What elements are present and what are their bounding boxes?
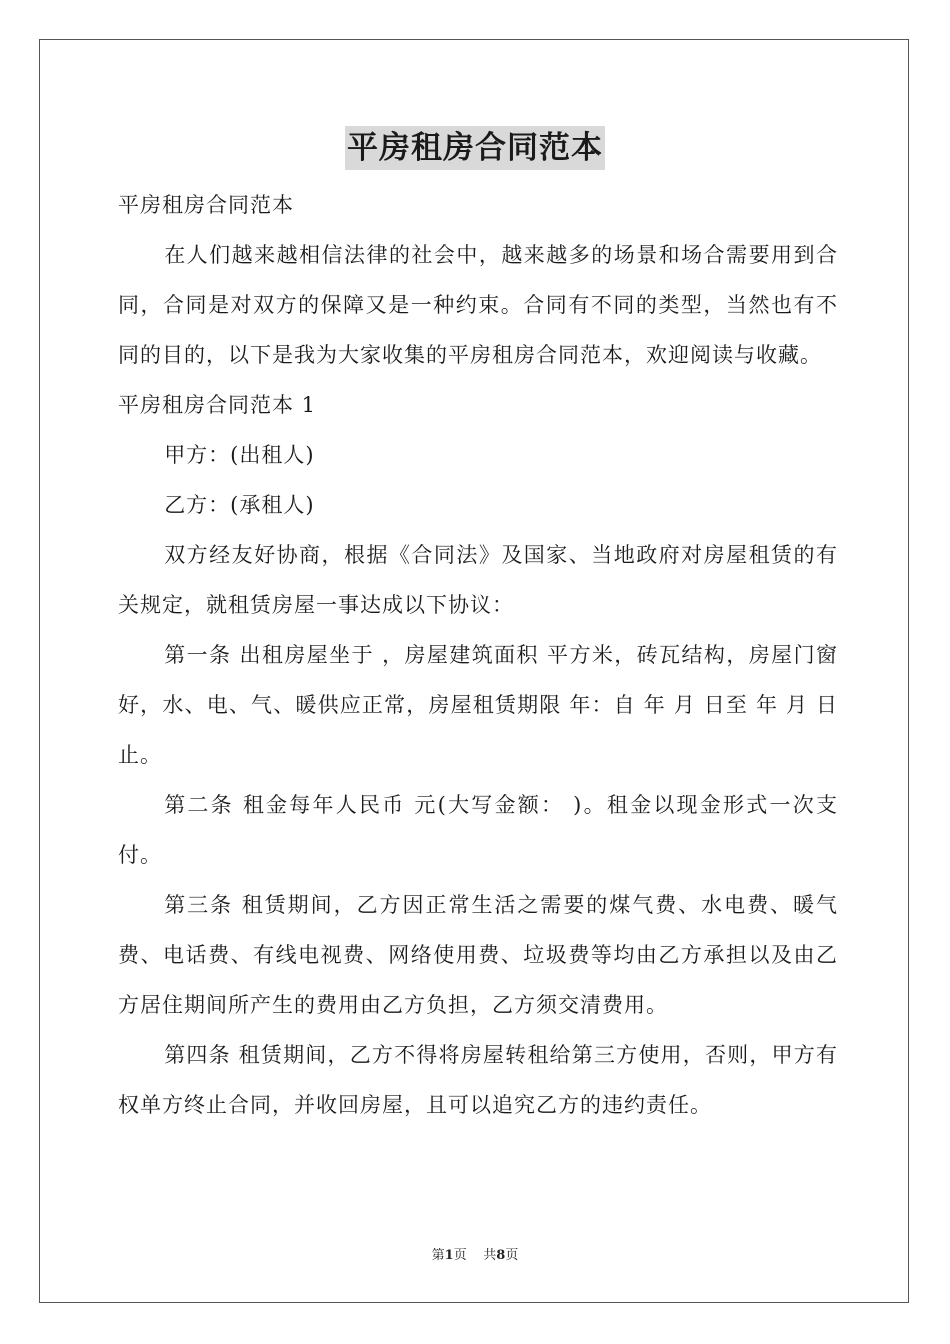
document-title-block bbox=[0, 126, 950, 170]
total-pages-number: 8 bbox=[496, 1248, 506, 1263]
total-prefix: 共 bbox=[483, 1248, 497, 1263]
page-suffix: 页 bbox=[453, 1248, 467, 1263]
document-title: 平房租房合同范本 bbox=[345, 126, 605, 170]
agreement-intro-paragraph: 双方经友好协商，根据《合同法》及国家、当地政府对房屋租赁的有关规定，就租赁房屋一事达成以下协议： bbox=[118, 543, 838, 617]
intro-paragraph: 在人们越来越相信法律的社会中，越来越多的场景和场合需要用到合同，合同是对双方的保障又是一种约束。合同有不同的类型，当然也有不同的目的，以下是我为大家收集的平房租房合同范本，欢迎阅读与收藏。 bbox=[118, 243, 838, 367]
document-subtitle: 平房租房合同范本 bbox=[118, 193, 294, 217]
section-heading: 平房租房合同范本 1 bbox=[118, 393, 317, 417]
party-b-line: 乙方：(承租人) bbox=[164, 493, 315, 517]
current-page-number: 1 bbox=[444, 1248, 454, 1263]
page-footer bbox=[0, 1244, 950, 1263]
page-prefix: 第 bbox=[431, 1248, 445, 1263]
document-body bbox=[118, 180, 838, 1130]
total-suffix: 页 bbox=[505, 1248, 519, 1263]
clause-2-paragraph: 第二条 租金每年人民币 元(大写金额： )。租金以现金形式一次支付。 bbox=[118, 793, 838, 867]
clause-4-paragraph: 第四条 租赁期间，乙方不得将房屋转租给第三方使用，否则，甲方有权单方终止合同，并收回房屋，且可以追究乙方的违约责任。 bbox=[118, 1043, 838, 1117]
clause-1-paragraph: 第一条 出租房屋坐于 ，房屋建筑面积 平方米，砖瓦结构，房屋门窗好，水、电、气、暖供应正常，房屋租赁期限 年：自 年 月 日至 年 月 日止。 bbox=[118, 643, 838, 767]
party-a-line: 甲方：(出租人) bbox=[164, 443, 315, 467]
clause-3-paragraph: 第三条 租赁期间，乙方因正常生活之需要的煤气费、水电费、暖气费、电话费、有线电视费、网络使用费、垃圾费等均由乙方承担以及由乙方居住期间所产生的费用由乙方负担，乙方须交清费用。 bbox=[118, 893, 838, 1017]
